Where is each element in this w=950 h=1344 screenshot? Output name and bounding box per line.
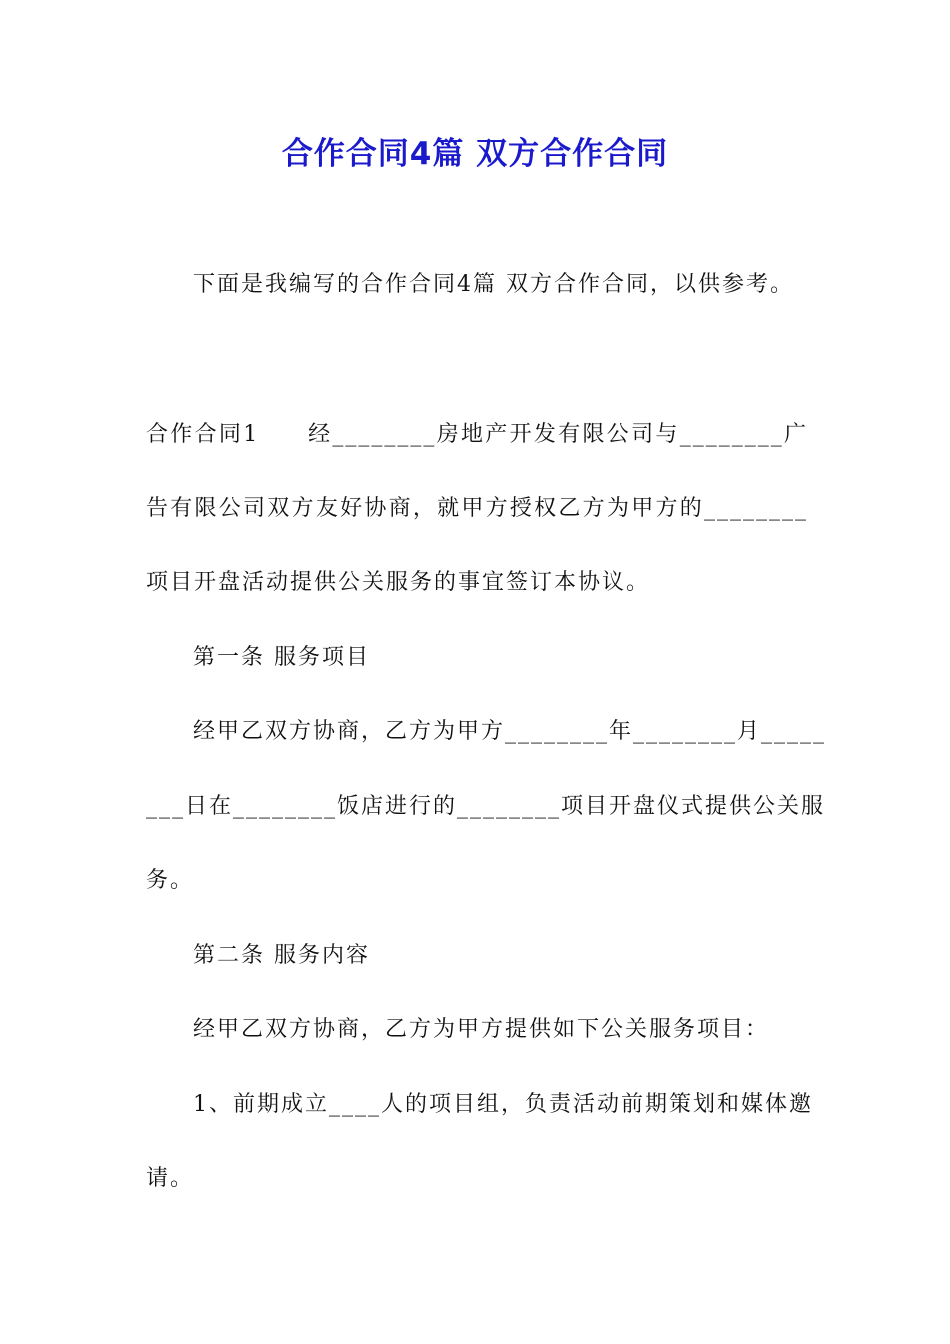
contract-1-line-2: 告有限公司双方友好协商，就甲方授权乙方为甲方的________: [146, 496, 808, 521]
item-1-line-2: 请。: [146, 1166, 195, 1191]
contract-1-line-1: 合作合同1 经________房地产开发有限公司与________广: [146, 422, 808, 447]
article-1-line-2: ___日在________饭店进行的________项目开盘仪式提供公关服: [146, 794, 826, 819]
item-1-line-1: 1、前期成立____人的项目组，负责活动前期策划和媒体邀: [193, 1092, 813, 1117]
article-1-heading: 第一条 服务项目: [193, 645, 370, 670]
document-title: 合作合同4篇 双方合作合同: [281, 136, 669, 172]
article-1-line-1: 经甲乙双方协商，乙方为甲方________年________月_____: [193, 719, 827, 744]
contract-1-line-3: 项目开盘活动提供公关服务的事宜签订本协议。: [146, 570, 651, 595]
article-2-line-1: 经甲乙双方协商，乙方为甲方提供如下公关服务项目：: [193, 1017, 770, 1042]
intro-paragraph: 下面是我编写的合作合同4篇 双方合作合同，以供参考。: [193, 272, 794, 297]
article-1-line-3: 务。: [146, 868, 195, 893]
article-2-heading: 第二条 服务内容: [193, 943, 370, 968]
